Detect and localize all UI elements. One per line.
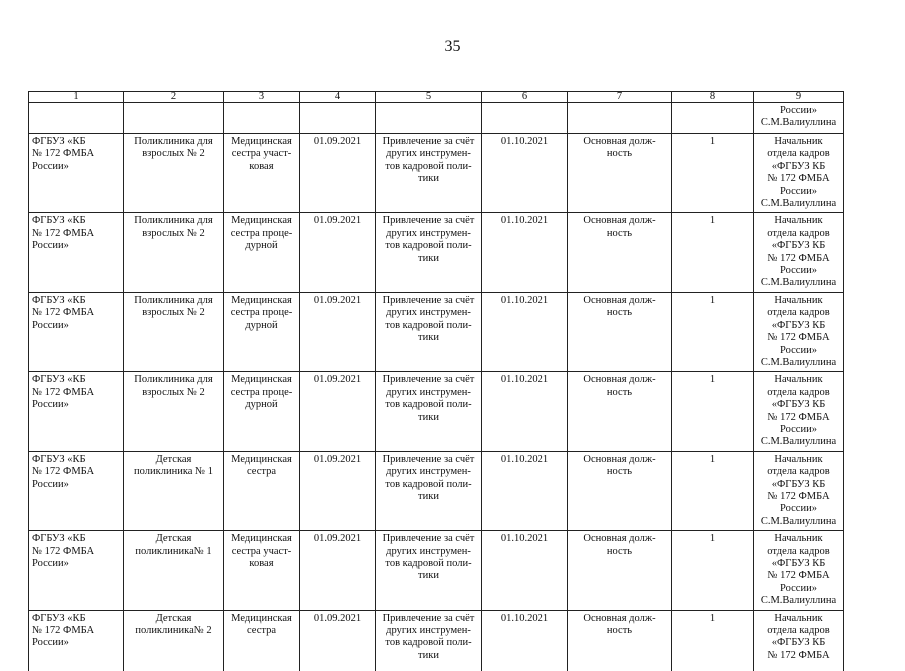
column-header: 8: [672, 92, 754, 103]
table-cell: Основная долж- ность: [568, 213, 672, 292]
table-cell: [224, 103, 300, 134]
table-cell: 01.10.2021: [482, 134, 568, 213]
table-cell: 01.09.2021: [300, 372, 376, 451]
table-cell: 1: [672, 292, 754, 371]
table-row: [29, 134, 844, 213]
table-cell: 01.10.2021: [482, 531, 568, 610]
table-cell: Основная долж- ность: [568, 531, 672, 610]
table-cell: 01.10.2021: [482, 372, 568, 451]
column-number-row: [29, 92, 844, 103]
table-cell: Начальник отдела кадров «ФГБУЗ КБ № 172 ФМБА России» С.М.Валиуллина: [754, 213, 844, 292]
table-cell: 1: [672, 213, 754, 292]
table-cell: Привлечение за счёт других инструмен- тов кадровой поли- тики: [376, 213, 482, 292]
table-cell: Детская поликлиника№ 1: [124, 531, 224, 610]
table-cell: Поликлиника для взрослых № 2: [124, 213, 224, 292]
table-row: [29, 372, 844, 451]
table-cell: 01.09.2021: [300, 213, 376, 292]
table-cell: Начальник отдела кадров «ФГБУЗ КБ № 172 ФМБА России» С.М.Валиуллина: [754, 292, 844, 371]
table-row: [29, 213, 844, 292]
page-number: 35: [444, 38, 461, 55]
table-cell: Начальник отдела кадров «ФГБУЗ КБ № 172 ФМБА России» С.М.Валиуллина: [754, 134, 844, 213]
column-header: 1: [29, 92, 124, 103]
table-cell: Начальник отдела кадров «ФГБУЗ КБ № 172 ФМБА: [754, 610, 844, 671]
table-cell: [300, 103, 376, 134]
table-cell: ФГБУЗ «КБ № 172 ФМБА России»: [29, 531, 124, 610]
continuation-row: [29, 103, 844, 134]
table-row: [29, 451, 844, 530]
table-cell: Поликлиника для взрослых № 2: [124, 372, 224, 451]
table-cell: Детская поликлиника№ 2: [124, 610, 224, 671]
table-cell: [124, 103, 224, 134]
table-cell: ФГБУЗ «КБ № 172 ФМБА России»: [29, 451, 124, 530]
column-header: 6: [482, 92, 568, 103]
table-cell: Начальник отдела кадров «ФГБУЗ КБ № 172 ФМБА России» С.М.Валиуллина: [754, 372, 844, 451]
table-cell: ФГБУЗ «КБ № 172 ФМБА России»: [29, 213, 124, 292]
table-cell: 01.10.2021: [482, 610, 568, 671]
table-cell: Привлечение за счёт других инструмен- тов кадровой поли- тики: [376, 610, 482, 671]
staffing-table: [28, 91, 844, 671]
table-cell: 01.10.2021: [482, 451, 568, 530]
table-cell: Медицинская сестра проце- дурной: [224, 292, 300, 371]
table-cell: Медицинская сестра участ- ковая: [224, 134, 300, 213]
table-cell: 1: [672, 610, 754, 671]
column-header: 9: [754, 92, 844, 103]
table-cell: 01.10.2021: [482, 292, 568, 371]
table-cell: [29, 103, 124, 134]
table-cell: 01.09.2021: [300, 451, 376, 530]
table-cell: Начальник отдела кадров «ФГБУЗ КБ № 172 ФМБА России» С.М.Валиуллина: [754, 531, 844, 610]
column-header: 2: [124, 92, 224, 103]
table-cell: ФГБУЗ «КБ № 172 ФМБА России»: [29, 610, 124, 671]
table-cell: Медицинская сестра участ- ковая: [224, 531, 300, 610]
table-cell: [376, 103, 482, 134]
table-cell: Привлечение за счёт других инструмен- тов кадровой поли- тики: [376, 451, 482, 530]
table-cell: России» С.М.Валиуллина: [754, 103, 844, 134]
table-cell: 1: [672, 134, 754, 213]
table-cell: Привлечение за счёт других инструмен- тов кадровой поли- тики: [376, 292, 482, 371]
column-header: 5: [376, 92, 482, 103]
column-header: 3: [224, 92, 300, 103]
table-cell: Основная долж- ность: [568, 134, 672, 213]
table-row: [29, 610, 844, 671]
table-cell: Привлечение за счёт других инструмен- тов кадровой поли- тики: [376, 372, 482, 451]
column-header: 4: [300, 92, 376, 103]
table-row: [29, 292, 844, 371]
table-cell: 1: [672, 451, 754, 530]
table-cell: [482, 103, 568, 134]
table-cell: 01.09.2021: [300, 610, 376, 671]
table-cell: Медицинская сестра проце- дурной: [224, 213, 300, 292]
table-cell: 1: [672, 531, 754, 610]
table-row: [29, 531, 844, 610]
table-cell: Начальник отдела кадров «ФГБУЗ КБ № 172 ФМБА России» С.М.Валиуллина: [754, 451, 844, 530]
table-cell: Основная долж- ность: [568, 372, 672, 451]
table-cell: Основная долж- ность: [568, 451, 672, 530]
table-cell: Медицинская сестра: [224, 610, 300, 671]
table-cell: Медицинская сестра: [224, 451, 300, 530]
table-cell: Поликлиника для взрослых № 2: [124, 134, 224, 213]
table-cell: Поликлиника для взрослых № 2: [124, 292, 224, 371]
table-cell: ФГБУЗ «КБ № 172 ФМБА России»: [29, 372, 124, 451]
table-cell: ФГБУЗ «КБ № 172 ФМБА России»: [29, 134, 124, 213]
table-cell: 01.10.2021: [482, 213, 568, 292]
table-cell: Основная долж- ность: [568, 292, 672, 371]
table-cell: 1: [672, 372, 754, 451]
table-cell: 01.09.2021: [300, 292, 376, 371]
table-cell: Основная долж- ность: [568, 610, 672, 671]
table-cell: Привлечение за счёт других инструмен- тов кадровой поли- тики: [376, 531, 482, 610]
table-cell: Медицинская сестра проце- дурной: [224, 372, 300, 451]
table-cell: Детская поликлиника № 1: [124, 451, 224, 530]
table-cell: ФГБУЗ «КБ № 172 ФМБА России»: [29, 292, 124, 371]
table-cell: Привлечение за счёт других инструмен- тов кадровой поли- тики: [376, 134, 482, 213]
table-cell: [568, 103, 672, 134]
column-header: 7: [568, 92, 672, 103]
table-cell: 01.09.2021: [300, 531, 376, 610]
table-cell: [672, 103, 754, 134]
table-cell: 01.09.2021: [300, 134, 376, 213]
